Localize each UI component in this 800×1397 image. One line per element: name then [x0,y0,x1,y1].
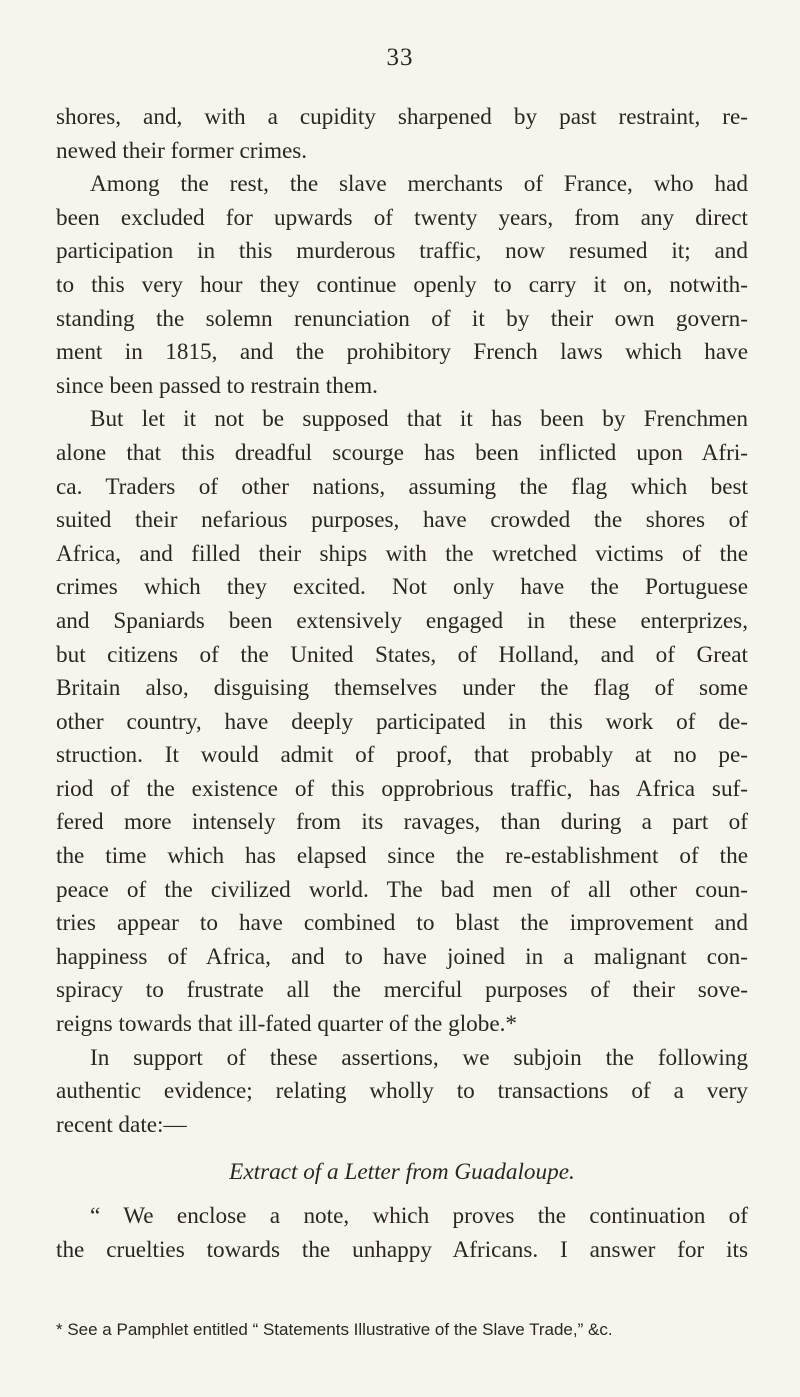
text-line: tries appear to have combined to blast the improvement and [56,910,748,937]
text-line: peace of the civilized world. The bad men of all other coun- [56,876,748,903]
text-line: reigns towards that ill-fated quarter of the globe.* [56,1011,518,1038]
text-line: struction. It would admit of proof, that probably at no pe- [56,742,748,769]
paragraphs [56,101,748,1142]
text-line: recent date:— [56,1111,187,1138]
text-line: Britain also, disguising themselves under the flag of some [56,675,748,702]
text-line: authentic evidence; relating wholly to transactions of a very [56,1078,748,1105]
text-line: spiracy to frustrate all the merciful purposes of their sove- [56,977,748,1004]
text-line: crimes which they excited. Not only have the Portuguese [56,574,748,601]
text-line: suited their nefarious purposes, have crowded the shores of [56,507,748,534]
text-line: newed their former crimes. [56,137,308,164]
text-line: standing the solemn renunciation of it by their own govern- [56,305,748,332]
text-line: to this very hour they continue openly to carry it on, notwith- [56,271,748,298]
body-text [56,101,748,1267]
page-number: 33 [386,44,414,71]
text-line: the cruelties towards the unhappy Africans. I answer for its [56,1236,748,1263]
text-line: shores, and, with a cupidity sharpened by past restraint, re- [56,104,748,130]
text-line: alone that this dreadful scourge has been inflicted upon Afri- [56,439,748,466]
paragraph [56,1042,748,1143]
letter-heading: Extract of a Letter from Guadaloupe. [229,1159,575,1186]
text-line: riod of the existence of this opprobrious traffic, has Africa suf- [56,775,748,802]
text-line: “ We enclose a note, which proves the continuation of [90,1203,748,1229]
text-line: ca. Traders of other nations, assuming the flag which best [56,473,748,500]
text-line: fered more intensely from its ravages, than during a part of [56,809,748,836]
text-line: since been passed to restrain them. [56,372,378,399]
paragraph [56,1200,748,1267]
letter-paragraph [56,1200,748,1267]
text-line: participation in this murderous traffic, now resumed it; and [56,238,748,265]
text-line: Among the rest, the slave merchants of France, who had [90,171,748,198]
text-line: other country, have deeply participated in this work of de- [56,708,748,735]
text-line: and Spaniards been extensively engaged in these enterprizes, [56,607,748,634]
text-line: but citizens of the United States, of Holland, and of Great [56,641,748,668]
text-line: been excluded for upwards of twenty years, from any direct [56,204,748,231]
text-line: Africa, and filled their ships with the wretched victims of the [56,540,748,567]
paragraph [56,403,748,1041]
text-line: But let it not be supposed that it has been by Frenchmen [90,406,748,433]
text-line: In support of these assertions, we subjoin the following [90,1044,748,1071]
text-line: happiness of Africa, and to have joined in a malignant con- [56,943,748,970]
text-line: the time which has elapsed since the re-establishment of the [56,843,748,870]
paragraph [56,101,748,168]
footnote: * See a Pamphlet entitled “ Statements Illustrative of the Slave Trade,” &c. [56,1320,613,1339]
paragraph [56,168,748,403]
text-line: ment in 1815, and the prohibitory French laws which have [56,339,748,366]
